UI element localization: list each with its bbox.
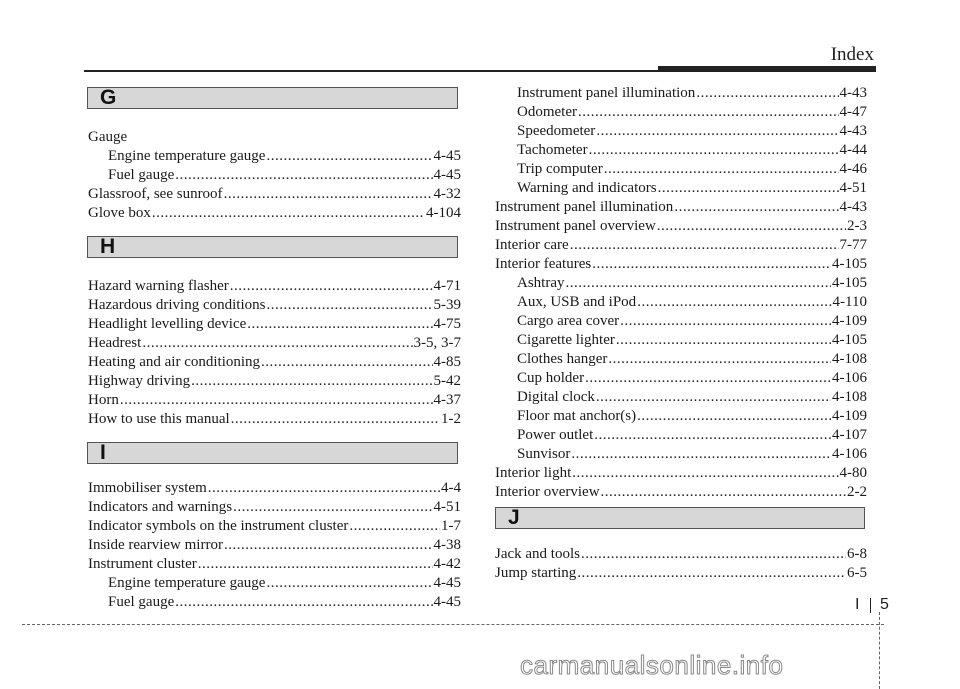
index-page-ref: 4-105 <box>832 332 867 348</box>
index-entry <box>517 388 867 406</box>
dot-leader <box>657 217 846 235</box>
index-term: Glove box <box>88 205 151 221</box>
index-term: Indicator symbols on the instrument cluster <box>88 518 349 534</box>
index-entry <box>88 555 461 573</box>
index-entry <box>517 369 867 387</box>
dot-leader <box>175 593 432 611</box>
index-page-ref: 2-3 <box>847 218 867 234</box>
dot-leader <box>261 353 432 371</box>
index-entry <box>88 277 461 295</box>
index-entry <box>108 166 461 184</box>
dot-leader <box>572 464 838 482</box>
dot-leader <box>581 545 846 563</box>
index-page-ref: 4-107 <box>832 427 867 443</box>
index-page-ref: 4-51 <box>839 180 867 196</box>
dot-leader <box>198 555 433 573</box>
index-entry <box>495 217 867 235</box>
index-page-ref: 4-42 <box>433 556 461 572</box>
index-term: Warning and indicators <box>517 180 657 196</box>
dot-leader <box>596 388 831 406</box>
index-term: Indicators and warnings <box>88 499 233 515</box>
dot-leader <box>224 185 433 203</box>
index-page-ref: 5-42 <box>433 373 461 389</box>
index-term: Ashtray <box>517 275 565 291</box>
index-term: Interior light <box>495 465 572 481</box>
dot-leader <box>616 331 831 349</box>
dot-leader <box>120 391 433 409</box>
index-term: Headrest <box>88 335 142 351</box>
index-entry <box>517 141 867 159</box>
index-entry <box>88 353 461 371</box>
index-term: Clothes hanger <box>517 351 608 367</box>
index-page-ref: 4-43 <box>839 199 867 215</box>
index-term: Cargo area cover <box>517 313 620 329</box>
index-term: Tachometer <box>517 142 588 158</box>
index-page-ref: 4-109 <box>832 408 867 424</box>
index-term: Odometer <box>517 104 577 120</box>
index-entry <box>495 545 867 563</box>
index-term: Hazardous driving conditions <box>88 297 266 313</box>
dot-leader <box>594 426 831 444</box>
index-term: Jump starting <box>495 565 577 581</box>
index-page-ref: 4-43 <box>839 123 867 139</box>
index-term: Floor mat anchor(s) <box>517 408 637 424</box>
dot-leader <box>637 407 831 425</box>
index-page-ref: 3-5, 3-7 <box>413 335 461 351</box>
index-term: Immobiliser system <box>88 480 207 496</box>
index-entry <box>517 293 867 311</box>
index-term: Jack and tools <box>495 546 580 562</box>
dot-leader <box>142 334 412 352</box>
dot-leader <box>208 479 440 497</box>
index-entry <box>517 274 867 292</box>
index-term: Instrument panel overview <box>495 218 656 234</box>
index-term: Headlight levelling device <box>88 316 247 332</box>
dot-leader <box>674 198 838 216</box>
dot-leader <box>266 147 432 165</box>
index-term: Instrument cluster <box>88 556 197 572</box>
index-entry <box>495 483 867 501</box>
index-page-ref: 4-105 <box>832 256 867 272</box>
index-page-ref: 4-46 <box>839 161 867 177</box>
dot-leader <box>637 293 831 311</box>
index-term: Engine temperature gauge <box>108 575 266 591</box>
index-page-ref: 4-4 <box>441 480 461 496</box>
index-page-ref: 4-106 <box>832 370 867 386</box>
index-term: Instrument panel illumination <box>517 85 696 101</box>
index-entry <box>495 236 867 254</box>
dot-leader <box>658 179 839 197</box>
section-header-h: H <box>87 236 458 258</box>
dot-leader <box>604 160 839 178</box>
index-term: Digital clock <box>517 389 595 405</box>
page-number-separator <box>870 598 871 613</box>
index-entry <box>88 315 461 333</box>
index-entry <box>495 564 867 582</box>
index-entry <box>108 593 461 611</box>
index-term: Horn <box>88 392 119 408</box>
index-entry <box>517 407 867 425</box>
dot-leader <box>566 274 832 292</box>
index-entry <box>517 179 867 197</box>
header-rule <box>84 70 876 72</box>
index-page-ref: 4-32 <box>433 186 461 202</box>
index-page-ref: 4-45 <box>433 594 461 610</box>
index-page-ref: 5-39 <box>433 297 461 313</box>
index-term: Cigarette lighter <box>517 332 615 348</box>
index-term: Hazard warning flasher <box>88 278 229 294</box>
index-entry <box>495 255 867 273</box>
index-entry <box>517 426 867 444</box>
index-page-ref: 4-38 <box>433 537 461 553</box>
index-entry <box>88 391 461 409</box>
index-page-ref: 4-71 <box>433 278 461 294</box>
index-term: Power outlet <box>517 427 594 443</box>
index-term: Interior care <box>495 237 569 253</box>
index-page-ref: 4-51 <box>433 499 461 515</box>
index-entry <box>88 185 461 203</box>
index-page-ref: 1-2 <box>441 411 461 427</box>
index-page-ref: 4-110 <box>832 294 867 310</box>
index-entry <box>495 198 867 216</box>
index-entry <box>88 204 461 222</box>
index-term: Sunvisor <box>517 446 571 462</box>
index-page-ref: 6-5 <box>847 565 867 581</box>
index-entry <box>88 296 461 314</box>
index-term: Heating and air conditioning <box>88 354 261 370</box>
index-term: Interior features <box>495 256 592 272</box>
index-entry <box>517 160 867 178</box>
index-entry <box>88 498 461 516</box>
page-number: 5 <box>880 596 889 613</box>
dot-leader <box>578 103 839 121</box>
dot-leader <box>175 166 432 184</box>
index-term: Fuel gauge <box>108 167 175 183</box>
index-entry <box>88 334 461 352</box>
dot-leader <box>191 372 432 390</box>
dot-leader <box>620 312 831 330</box>
dot-leader <box>152 204 425 222</box>
watermark-text: carmanualsonline.info <box>520 650 784 680</box>
index-page-ref: 4-47 <box>839 104 867 120</box>
index-page-ref: 6-8 <box>847 546 867 562</box>
page-header-title: Index <box>830 44 874 65</box>
index-term: Cup holder <box>517 370 585 386</box>
footer-crop-mark <box>879 612 880 689</box>
index-term: Inside rearview mirror <box>88 537 223 553</box>
dot-leader <box>247 315 432 333</box>
index-entry <box>88 128 462 146</box>
index-entry <box>495 464 867 482</box>
index-entry <box>88 372 461 390</box>
index-page-ref: 4-108 <box>832 351 867 367</box>
dot-leader <box>696 84 838 102</box>
index-page-ref: 1-7 <box>441 518 461 534</box>
dot-leader <box>233 498 432 516</box>
dot-leader <box>601 483 846 501</box>
index-page-ref: 4-105 <box>832 275 867 291</box>
index-term: Interior overview <box>495 484 600 500</box>
index-entry <box>517 103 867 121</box>
dot-leader <box>585 369 831 387</box>
index-page-ref: 4-37 <box>433 392 461 408</box>
index-page-ref: 4-45 <box>433 575 461 591</box>
index-page-ref: 4-106 <box>832 446 867 462</box>
index-term: Highway driving <box>88 373 191 389</box>
index-term: Speedometer <box>517 123 596 139</box>
index-page-ref: 4-108 <box>832 389 867 405</box>
index-term: How to use this manual <box>88 411 230 427</box>
index-page-ref: 4-45 <box>433 148 461 164</box>
section-header-g: G <box>87 87 458 109</box>
index-page-ref: 4-85 <box>433 354 461 370</box>
index-page-ref: 4-45 <box>433 167 461 183</box>
dot-leader <box>589 141 839 159</box>
index-entry <box>517 84 867 102</box>
dot-leader <box>266 296 432 314</box>
index-page-ref: 7-77 <box>839 237 867 253</box>
dot-leader <box>608 350 831 368</box>
index-entry <box>517 350 867 368</box>
index-term: Engine temperature gauge <box>108 148 266 164</box>
index-page-ref: 4-43 <box>839 85 867 101</box>
index-entry <box>517 445 867 463</box>
dot-leader <box>570 236 839 254</box>
dot-leader <box>577 564 846 582</box>
index-entry <box>517 331 867 349</box>
index-entry <box>517 312 867 330</box>
dot-leader <box>571 445 831 463</box>
index-page-ref: 2-2 <box>847 484 867 500</box>
footer-rule <box>22 624 884 625</box>
index-entry <box>88 536 461 554</box>
dot-leader <box>230 277 433 295</box>
index-entry <box>88 517 461 535</box>
index-page-ref: 4-109 <box>832 313 867 329</box>
index-page-ref: 4-44 <box>839 142 867 158</box>
dot-leader <box>266 574 432 592</box>
dot-leader <box>349 517 440 535</box>
index-entry <box>108 147 461 165</box>
index-term: Glassroof, see sunroof <box>88 186 223 202</box>
section-header-i: I <box>87 442 458 464</box>
index-entry <box>88 410 461 428</box>
index-term: Fuel gauge <box>108 594 175 610</box>
index-page-ref: 4-80 <box>839 465 867 481</box>
dot-leader <box>231 410 440 428</box>
index-page-ref: 4-75 <box>433 316 461 332</box>
index-entry <box>88 479 461 497</box>
index-term: Gauge <box>88 129 128 145</box>
index-entry <box>108 574 461 592</box>
index-page-ref: 4-104 <box>426 205 461 221</box>
index-term: Instrument panel illumination <box>495 199 674 215</box>
dot-leader <box>224 536 433 554</box>
section-header-j: J <box>495 507 865 529</box>
dot-leader <box>596 122 838 140</box>
index-entry <box>517 122 867 140</box>
index-term: Trip computer <box>517 161 603 177</box>
index-term: Aux, USB and iPod <box>517 294 637 310</box>
chapter-label: I <box>855 596 860 613</box>
dot-leader <box>592 255 831 273</box>
